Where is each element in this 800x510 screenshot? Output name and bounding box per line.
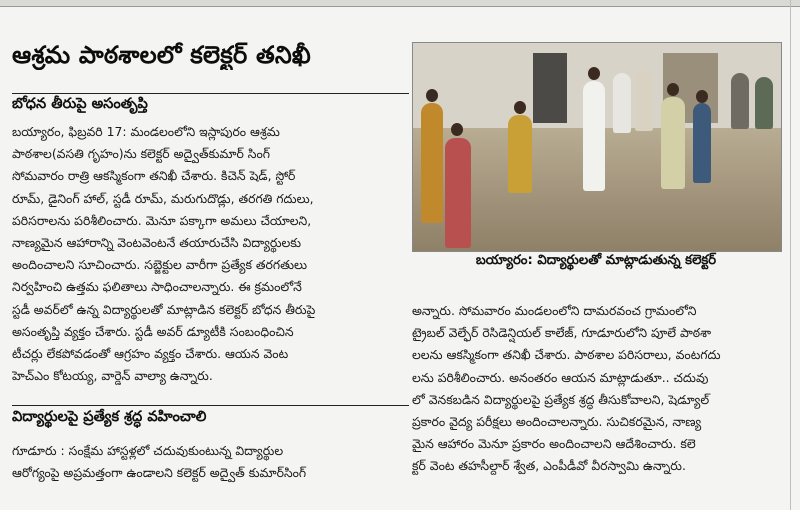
person-figure: [661, 97, 685, 189]
photo-doorway: [533, 53, 567, 123]
person-figure: [445, 138, 471, 248]
text-line: మైన ఆహారం మెనూ ప్రకారం అందించాలని ఆదేశించారు. కలె: [412, 436, 696, 452]
person-figure: [635, 71, 653, 131]
text-line: అందించాలని సూచించారు. సబ్జెక్టుల వారీగా ప్రత్యేక తరగతులు: [12, 257, 308, 273]
text-line: నిర్వహించి ఉత్తమ ఫలితాలు సాధించాలన్నారు. ఈ క్రమంలోనే: [12, 279, 302, 295]
divider-mid: [12, 405, 409, 406]
sub-heading-dissatisfaction: బోధన తీరుపై అసంతృప్తి: [12, 96, 148, 112]
text-line: పరిసరాలను పరిశీలించారు. మెనూ పక్కాగా అమలు చేయాలని,: [12, 212, 312, 228]
text-line: ట్రైబల్ వెల్ఫేర్ రెసిడెన్షియల్ కాలేజ్, గూడూరులోని పూలే పాఠశా: [412, 325, 711, 341]
text-line: అన్నారు. సోమవారం మండలంలోని దామరవంచ గ్రామంలోని: [412, 303, 697, 318]
news-photo: [412, 42, 782, 252]
text-line: పాఠశాల(వసతి గృహం)ను కలెక్టర్ అద్వైత్‌కుమార్ సింగ్: [12, 146, 270, 162]
person-figure: [508, 115, 532, 193]
divider-top: [12, 93, 409, 94]
text-line: గూడూరు : సంక్షేమ హాస్టళ్లలో చదువుకుంటున్న విద్యార్థుల: [12, 443, 284, 458]
article-column-c: [412, 300, 788, 478]
text-line: ఆరోగ్యంపై అప్రమత్తంగా ఉండాలని కలెక్టర్ అద్వైత్ కుమార్‌సింగ్: [12, 465, 307, 481]
top-rule: [0, 0, 800, 7]
text-line: స్టడీ అవర్‌లో ఉన్న విద్యార్థులతో మాట్లాడిన కలెక్టర్ బోధన తీరుపై: [12, 301, 316, 317]
person-figure: [755, 77, 773, 129]
person-head: [426, 89, 438, 102]
article-column-b: [12, 440, 409, 484]
text-line: హెచ్ఎం కోటయ్య, వార్డెన్ వాల్యా ఉన్నారు.: [12, 368, 213, 384]
text-line: ప్రకారం వైద్య పరీక్షలు అందించాలన్నారు. సుచికరమైన, నాణ్య: [412, 414, 702, 430]
person-head: [588, 67, 600, 80]
text-line: లో వెనకబడిన విద్యార్థులపై ప్రత్యేక శ్రద్ధ తీసుకోవాలని, షెడ్యూల్: [412, 391, 710, 407]
article-column-a: [12, 121, 409, 387]
text-line: లలను ఆకస్మికంగా తనిఖీ చేశారు. పాఠశాల పరిసరాలు, వంటగదు: [412, 347, 721, 363]
column-rule: [790, 0, 791, 510]
text-line: అసంతృప్తి వ్యక్తం చేశారు. స్టడీ అవర్ డ్యూటీకి సంబంధించిన: [12, 323, 294, 339]
person-head: [696, 90, 708, 103]
person-figure: [731, 73, 749, 129]
person-figure: [583, 81, 605, 191]
person-head: [451, 123, 463, 136]
text-line: రూమ్, డైనింగ్ హాల్, స్టడీ రూమ్, మరుగుదొడ్లు, తరగతి గదులు,: [12, 190, 314, 206]
text-line: లను పరిశీలించారు. అనంతరం ఆయన మాట్లాడుతూ.. చదువు: [412, 369, 709, 385]
text-line: క్టర్ వెంట తహసీల్దార్ శ్వేత, ఎంపీడీవో వీరస్వామి ఉన్నారు.: [412, 458, 686, 474]
person-figure: [421, 103, 443, 223]
person-figure: [693, 103, 711, 183]
text-line: నాణ్యమైన ఆహారాన్ని వెంటవెంటనే తయారుచేసి విద్యార్థులకు: [12, 235, 302, 251]
photo-caption: బయ్యారం: విద్యార్థులతో మాట్లాడుతున్న కలెక్టర్: [475, 253, 717, 268]
text-line: సోమవారం రాత్రి ఆకస్మికంగా తనిఖీ చేశారు. కిచెన్ షెడ్, స్టోర్: [12, 168, 296, 184]
person-figure: [613, 73, 631, 133]
person-head: [514, 101, 526, 114]
text-line: టీచర్లు లేకపోవడంతో ఆగ్రహం వ్యక్తం చేశారు. ఆయన వెంట: [12, 346, 289, 362]
sub-heading-special-care: విద్యార్థులపై ప్రత్యేక శ్రద్ధ వహించాలి: [12, 409, 207, 425]
text-line: బయ్యారం, ఫిబ్రవరి 17: మండలంలోని ఇస్లాపురం ఆశ్రమ: [12, 124, 280, 139]
person-head: [667, 83, 679, 96]
headline: ఆశ్రమ పాఠశాలలో కలెక్టర్ తనిఖీ: [12, 41, 311, 69]
